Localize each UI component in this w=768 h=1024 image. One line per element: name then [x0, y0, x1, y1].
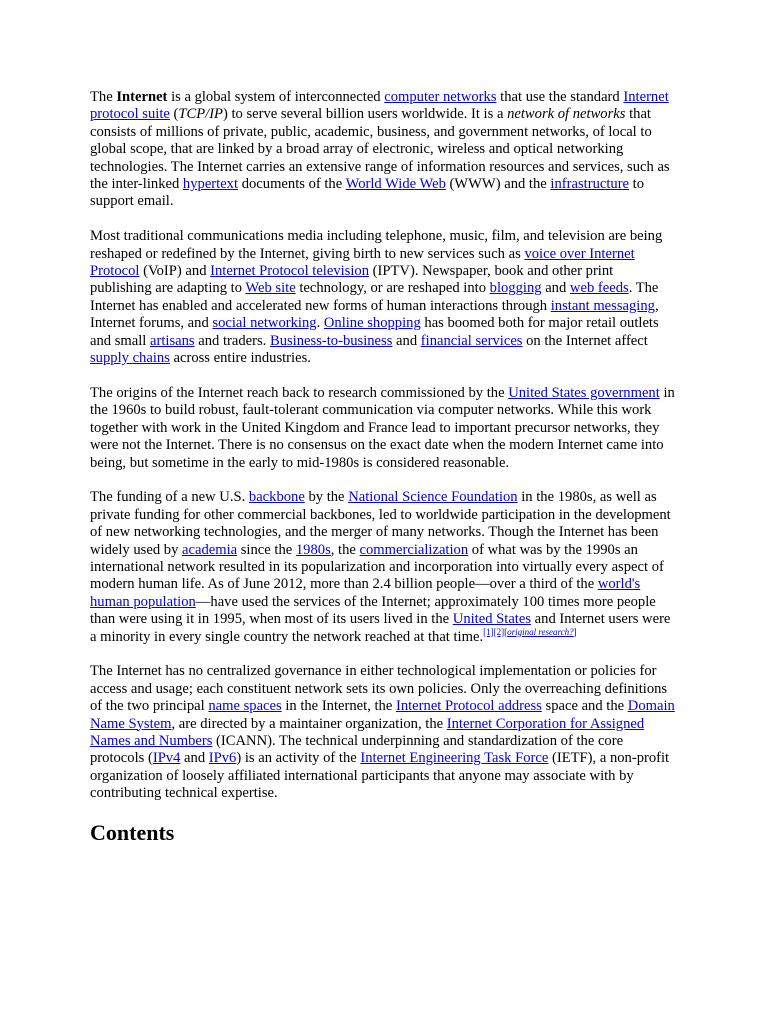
inline-link[interactable]: web feeds: [569, 280, 629, 297]
superscript: [507, 627, 574, 637]
inline-link[interactable]: IPv4: [152, 750, 181, 767]
inline-link[interactable]: United States government: [508, 384, 660, 401]
inline-link[interactable]: Internet Corporation for Assigned Names and Numbers: [90, 715, 645, 749]
text-run: (ICANN). The technical underpinning and standardization of the core protocols (: [90, 732, 624, 767]
inline-link[interactable]: Internet Protocol address: [395, 698, 542, 715]
text-run: The Internet has no centralized governance in either technological implementation or policies for access and usage; each constituent network sets its own policies. Only the overreaching definitions of the two principal: [90, 663, 668, 715]
text-run: documents of the: [238, 176, 346, 193]
text-run: technology, or are reshaped into: [295, 280, 490, 297]
inline-link[interactable]: World Wide Web: [345, 176, 446, 193]
text-run: , the: [330, 541, 360, 558]
text-run: Internet: [116, 89, 168, 105]
text-run: to support email.: [90, 176, 645, 210]
text-run: . The Internet has enabled and accelerated new forms of human interactions through: [90, 280, 659, 314]
text-run: that consists of millions of private, public, academic, business, and government networks, of local to global scope, that are linked by a broad array of electronic, wireless and optical networking technologies. The Internet carries an extensive range of information resources and services, such as the inter-linked: [90, 106, 670, 193]
text-run: since the: [237, 541, 296, 558]
inline-link[interactable]: social networking: [212, 315, 317, 332]
text-run: The funding of a new U.S.: [90, 489, 249, 506]
superscript: [493, 626, 508, 637]
inline-link[interactable]: Domain Name System: [90, 698, 675, 732]
text-run: (IPTV). Newspaper, book and other print publishing are adapting to: [90, 263, 614, 297]
text-run: TCP/IP: [178, 106, 223, 123]
inline-link[interactable]: instant messaging: [550, 297, 655, 314]
inline-link[interactable]: name spaces: [208, 698, 282, 715]
inline-link[interactable]: backbone: [248, 489, 305, 506]
citation-link[interactable]: [1]: [483, 626, 494, 637]
inline-link[interactable]: financial services: [420, 332, 523, 349]
inline-link[interactable]: commercialization: [359, 541, 469, 558]
text-run: in the Internet, the: [281, 698, 396, 715]
text-run: The: [90, 89, 117, 105]
inline-link[interactable]: United States: [452, 611, 532, 628]
text-run: and: [180, 750, 209, 767]
inline-link[interactable]: voice over Internet Protocol: [90, 245, 635, 280]
text-run: [: [504, 626, 508, 637]
text-run: and: [392, 332, 421, 349]
text-run: ]: [573, 626, 577, 637]
text-run: , Internet forums, and: [90, 297, 659, 332]
text-run: of what was by the 1990s an international network resulted in its popularization and incorporation into virtually every aspect of modern human life. As of June 2012, more than 2.4 billion people—over a third of the: [90, 541, 664, 593]
text-run: and traders.: [194, 332, 270, 349]
text-run: by the: [304, 489, 349, 506]
text-run: (: [169, 106, 179, 123]
text-run: is a global system of interconnected: [167, 89, 385, 105]
text-run: has boomed both for major retail outlets and small: [90, 315, 659, 349]
text-run: on the Internet affect: [522, 332, 648, 349]
paragraph-list: [90, 89, 678, 803]
inline-link[interactable]: artisans: [150, 332, 195, 349]
text-run: network of networks: [507, 106, 626, 123]
article-body: [90, 89, 678, 846]
inline-link[interactable]: supply chains: [90, 350, 170, 367]
text-run: space and the: [541, 698, 628, 715]
contents-heading: Contents: [90, 819, 175, 845]
text-run: .: [316, 315, 324, 332]
text-run: across entire industries.: [169, 350, 311, 367]
citation-link[interactable]: [2]: [493, 626, 505, 637]
text-run: ) to serve several billion users worldwide. It is a: [222, 106, 508, 123]
superscript: [483, 627, 494, 637]
inline-link[interactable]: blogging: [489, 280, 542, 297]
inline-link[interactable]: world's human population: [90, 576, 641, 610]
paragraph: [90, 385, 678, 472]
text-run: that use the standard: [496, 89, 624, 105]
inline-link[interactable]: hypertext: [182, 176, 239, 193]
text-run: (IETF), a non-profit organization of loosely affiliated international participants that anyone may associate with by contributing technical expertise.: [90, 750, 670, 802]
inline-link[interactable]: Internet protocol suite: [90, 89, 669, 123]
paragraph: [90, 663, 678, 802]
superscript: [574, 627, 577, 637]
inline-link[interactable]: 1980s: [295, 541, 331, 558]
paragraph: [90, 489, 678, 646]
paragraph: [90, 89, 678, 211]
inline-link[interactable]: Business-to-business: [269, 332, 393, 349]
inline-link[interactable]: Internet Engineering Task Force: [360, 750, 549, 767]
text-run: The origins of the Internet reach back to research commissioned by the: [90, 384, 509, 401]
text-run: (WWW) and the: [445, 176, 551, 193]
text-run: , are directed by a maintainer organization, the: [171, 715, 447, 732]
citation-link[interactable]: original research?: [507, 626, 574, 637]
inline-link[interactable]: academia: [182, 541, 238, 558]
text-run: and: [541, 280, 570, 297]
text-run: in the 1960s to build robust, fault-tolerant communication via computer networks. While this work together with work in the United Kingdom and France lead to important precursor networks, they were not the Internet. There is no consensus on the exact date when the modern Internet came into being, but sometime in the early to mid-1980s is considered reasonable.: [90, 384, 675, 471]
inline-link[interactable]: Internet Protocol television: [210, 263, 370, 280]
inline-link[interactable]: infrastructure: [550, 176, 630, 193]
text-run: —have used the services of the Internet; approximately 100 times more people than were using it in 1995, when most of its users lived in the: [90, 593, 656, 628]
inline-link[interactable]: National Science Foundation: [348, 489, 518, 506]
text-run: and Internet users were a minority in every single country the network reached at that time.: [90, 611, 671, 645]
inline-link[interactable]: Online shopping: [323, 315, 421, 332]
text-run: Most traditional communications media including telephone, music, film, and television are being reshaped or redefined by the Internet, giving birth to new services such as: [90, 228, 663, 262]
inline-link[interactable]: Web site: [245, 280, 296, 297]
text-run: in the 1980s, as well as private funding for other commercial backbones, led to worldwide participation in the development of new networking technologies, and the merger of many networks. Though the Internet has been widely used by: [90, 489, 671, 558]
text-run: (VoIP) and: [139, 263, 211, 280]
paragraph: [90, 228, 678, 367]
text-run: ) is an activity of the: [236, 750, 361, 767]
inline-link[interactable]: computer networks: [384, 89, 497, 105]
inline-link[interactable]: IPv6: [208, 750, 237, 767]
